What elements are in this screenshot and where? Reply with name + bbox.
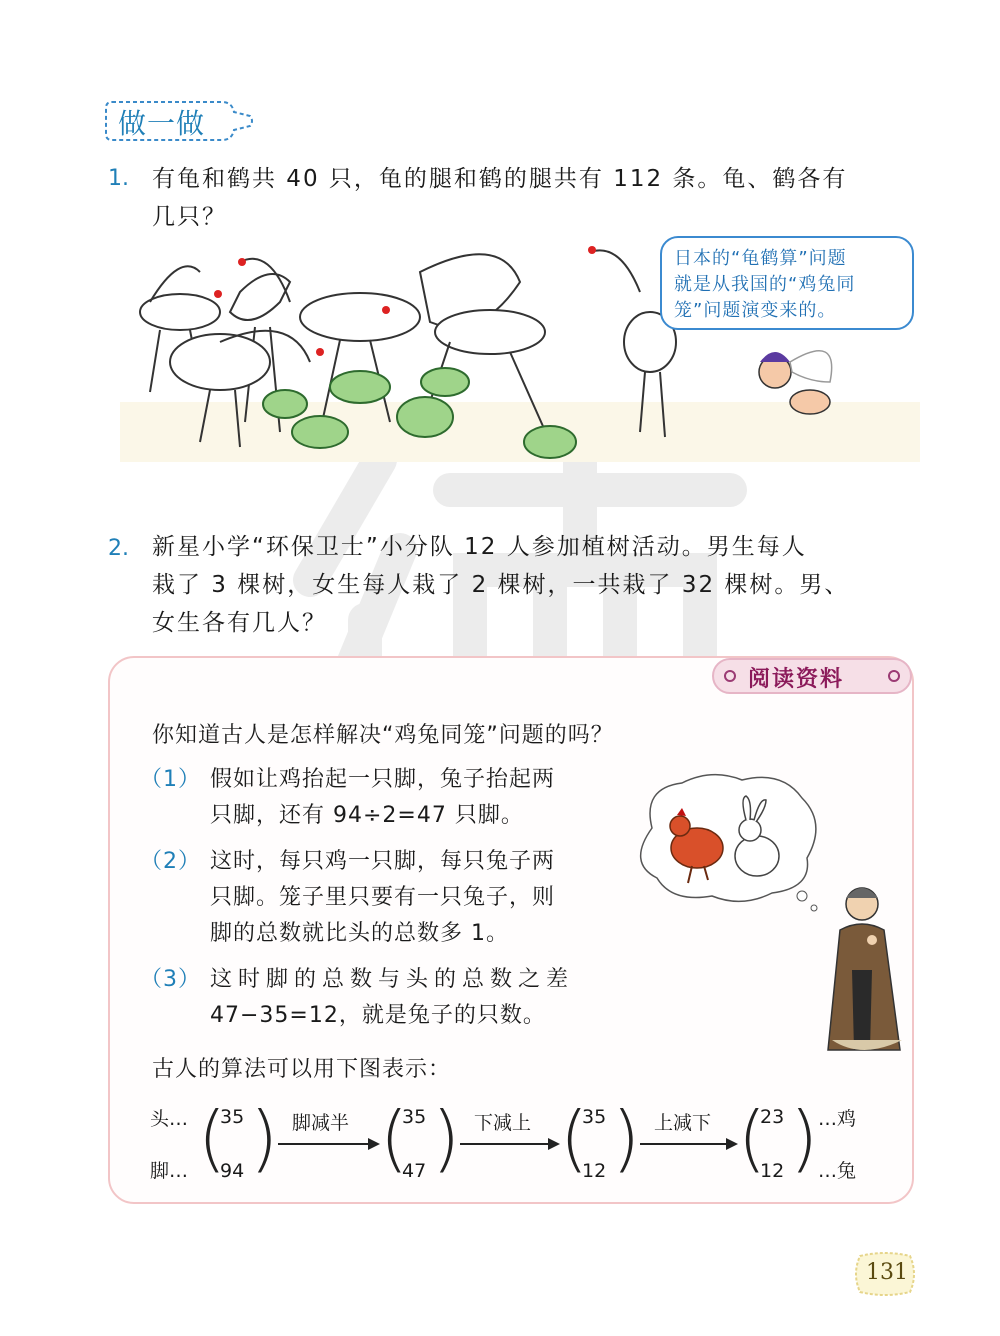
point-2-line-1: 这时，每只鸡一只脚，每只兔子两: [210, 849, 556, 874]
arrow-right-icon: [548, 1138, 560, 1150]
circle-dot-icon: [724, 670, 736, 682]
speech-bubble-line-2: 就是从我国的“鸡兔同: [674, 274, 856, 295]
point-3-line-1: 这时脚的总数与头的总数之差: [210, 967, 575, 992]
circle-dot-icon: [888, 670, 900, 682]
flow-group-3-top: 35: [582, 1106, 607, 1128]
point-3-text: [210, 962, 650, 1034]
arrow-right-icon: [726, 1138, 738, 1150]
point-2-text: [210, 844, 640, 952]
left-paren-icon: (: [198, 1096, 227, 1180]
arrow-3-line: [640, 1143, 728, 1145]
point-2-number: （2）: [140, 849, 201, 874]
reading-title: 阅读资料: [748, 667, 845, 692]
question-2-line-1: 新星小学“环保卫士”小分队 12 人参加植树活动。男生每人: [152, 534, 807, 560]
flow-arrow-3-label: 上减下: [654, 1112, 712, 1134]
reading-intro: 你知道古人是怎样解决“鸡兔同笼”问题的吗？: [152, 723, 614, 748]
page-number-text: 131: [866, 1260, 908, 1285]
question-1-text: [152, 160, 922, 236]
point-2-line-2: 只脚。笼子里只要有一只兔子，则: [210, 885, 556, 910]
flow-group-1-bottom: 94: [220, 1160, 245, 1182]
question-2-text: [152, 528, 922, 642]
badge-label: 做一做: [118, 107, 206, 140]
question-2-number: 2.: [108, 536, 129, 561]
flow-label-head: 头…: [150, 1108, 189, 1130]
arrow-right-icon: [368, 1138, 380, 1150]
point-3-number: （3）: [140, 967, 201, 992]
point-1-number: （1）: [140, 767, 201, 792]
left-paren-icon: (: [738, 1096, 767, 1180]
reading-title-badge: [712, 658, 912, 694]
right-paren-icon: ): [612, 1096, 641, 1180]
point-2-line-3: 脚的总数就比头的总数多 1。: [210, 921, 509, 946]
thought-bubble-illustration: [622, 768, 832, 918]
flow-label-chicken: …鸡: [818, 1108, 857, 1130]
question-1-number: 1.: [108, 166, 129, 191]
page-number: [852, 1252, 918, 1296]
arrow-2-line: [460, 1143, 550, 1145]
speech-bubble-line-3: 笼”问题演变来的。: [674, 300, 837, 321]
point-3-line-2: 47−35=12，就是兔子的只数。: [210, 1003, 546, 1028]
flow-group-4-top: 23: [760, 1106, 785, 1128]
flow-group-1-top: 35: [220, 1106, 245, 1128]
flow-label-rabbit: …兔: [818, 1160, 857, 1182]
point-1-text: [210, 762, 640, 834]
speech-bubble: [660, 236, 914, 330]
section-badge: [104, 96, 254, 146]
flow-group-4-bottom: 12: [760, 1160, 785, 1182]
speech-bubble-line-1: 日本的“龟鹤算”问题: [674, 248, 847, 269]
flow-group-2-top: 35: [402, 1106, 427, 1128]
question-2-line-3: 女生各有几人？: [152, 610, 327, 636]
ancient-scholar-illustration: [822, 880, 912, 1060]
diagram-intro: 古人的算法可以用下图表示：: [152, 1057, 452, 1082]
question-2-line-2: 栽了 3 棵树，女生每人栽了 2 棵树，一共栽了 32 棵树。男、: [152, 572, 850, 598]
flow-group-2-bottom: 47: [402, 1160, 427, 1182]
flow-arrow-2-label: 下减上: [474, 1112, 532, 1134]
flow-label-foot: 脚…: [150, 1160, 189, 1182]
flow-arrow-1-label: 脚减半: [292, 1112, 350, 1134]
question-1-line-2: 几只？: [152, 204, 227, 230]
arrow-1-line: [278, 1143, 370, 1145]
point-1-line-2: 只脚，还有 94÷2=47 只脚。: [210, 803, 524, 828]
flow-group-3-bottom: 12: [582, 1160, 607, 1182]
question-1-line-1: 有龟和鹤共 40 只，龟的腿和鹤的腿共有 112 条。龟、鹤各有: [152, 166, 848, 192]
left-paren-icon: (: [560, 1096, 589, 1180]
right-paren-icon: ): [432, 1096, 461, 1180]
left-paren-icon: (: [380, 1096, 409, 1180]
point-1-line-1: 假如让鸡抬起一只脚，兔子抬起两: [210, 767, 556, 792]
right-paren-icon: ): [790, 1096, 819, 1180]
right-paren-icon: ): [250, 1096, 279, 1180]
